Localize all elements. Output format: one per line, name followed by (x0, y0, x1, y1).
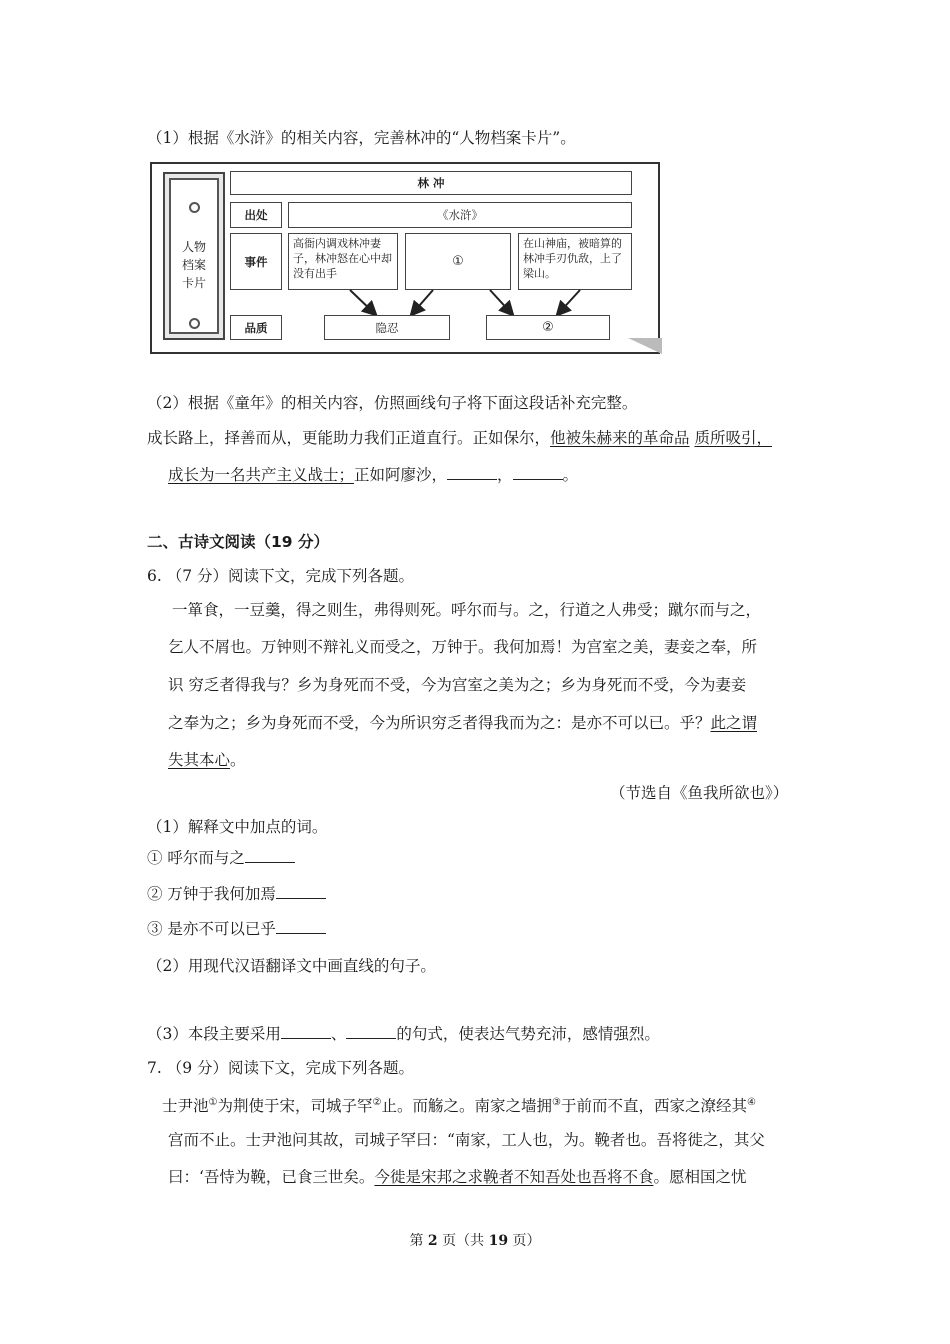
answer-blank[interactable] (245, 848, 295, 863)
character-card (150, 162, 662, 357)
answer-blank[interactable] (276, 884, 326, 899)
q7-passage-line: 士尹池①为荆使于宋，司城子罕②止。而觞之。南家之墙拥③于前而不直，西家之潦经其④ (162, 1097, 756, 1116)
source-label: 出处 (230, 202, 282, 228)
event-2-blank: ① (405, 233, 511, 290)
q2-line-2: 成长为一名共产主义战士；正如阿廖沙， ， 。 (168, 466, 579, 484)
arrow-icon (412, 290, 433, 314)
q2-line-1: 成长路上，择善而从，更能助力我们正道直行。正如保尔，他被朱赫来的革命品 质所吸引， (147, 429, 772, 447)
arrow-icon (350, 290, 375, 314)
answer-blank[interactable] (447, 465, 497, 480)
arrow-icon (558, 290, 580, 314)
spine-label: 人物 档案 卡片 (181, 240, 206, 290)
q6-title: 6. （7 分）阅读下文，完成下列各题。 (147, 567, 415, 585)
card-name: 林 冲 (230, 171, 632, 195)
q6-item: ③ 是亦不可以已乎 (147, 919, 326, 939)
event-3: 在山神庙，被暗算的林冲手刃仇敌，上了梁山。 (518, 233, 632, 290)
q7-passage-line: 宫而不止。士尹池问其故，司城子罕曰：“南家，工人也，为。鞔者也。吾将徙之，其父 (168, 1131, 765, 1149)
q6-sub2: （2）用现代汉语翻译文中画直线的句子。 (147, 957, 436, 975)
answer-blank[interactable] (346, 1024, 396, 1039)
q7-title: 7. （9 分）阅读下文，完成下列各题。 (147, 1059, 415, 1077)
page-footer: 第 2 页（共 19 页） (409, 1233, 541, 1249)
q6-passage-line: 识 穷乏者得我与？乡为身死而不受，今为宫室之美为之；乡为身死而不受，今为妻妾 (168, 676, 747, 694)
q7-passage-line: 曰：‘吾恃为鞔，已食三世矣。今徙是宋邦之求鞔者不知吾处也吾将不食。愿相国之忧 (168, 1168, 747, 1186)
answer-blank[interactable] (281, 1024, 331, 1039)
answer-blank[interactable] (513, 465, 563, 480)
answer-blank[interactable] (276, 919, 326, 934)
q6-item: ① 呼尔而与之 (147, 848, 295, 868)
q6-item: ② 万钟于我何加焉 (147, 884, 326, 904)
q6-passage-line: 之奉为之；乡为身死而不受，今为所识穷乏者得我而为之：是亦不可以已。乎？此之谓 (168, 714, 758, 732)
q2-prompt: （2）根据《童年》的相关内容，仿照画线句子将下面这段话补充完整。 (147, 394, 638, 412)
quality-2-blank: ② (486, 315, 610, 340)
q6-passage-line: 失其本心。 (168, 751, 246, 769)
q6-sub1: （1）解释文中加点的词。 (147, 818, 328, 836)
section-title: 二、古诗文阅读（19 分） (147, 533, 329, 551)
q1-prompt: （1）根据《水浒》的相关内容，完善林冲的“人物档案卡片”。 (147, 129, 576, 147)
event-label: 事件 (230, 233, 282, 290)
q6-passage-line: 一箪食，一豆羹，得之则生，弗得则死。呼尔而与。之，行道之人弗受；蹴尔而与之， (172, 601, 762, 619)
quality-1: 隐忍 (324, 315, 450, 340)
quality-label: 品质 (230, 315, 282, 340)
q6-sub3: （3）本段主要采用 、 的句式，使表达气势充沛，感情强烈。 (147, 1025, 660, 1043)
arrow-icon (490, 290, 512, 314)
q6-passage-line: 乞人不屑也。万钟则不辩礼义而受之，万钟于。我何加焉！为宫室之美，妻妾之奉，所 (168, 638, 758, 656)
q6-source: （节选自《鱼我所欲也》） (610, 784, 789, 802)
source-value: 《水浒》 (288, 202, 632, 228)
event-1: 高衙内调戏林冲妻子，林冲怒在心中却没有出手 (288, 233, 398, 290)
